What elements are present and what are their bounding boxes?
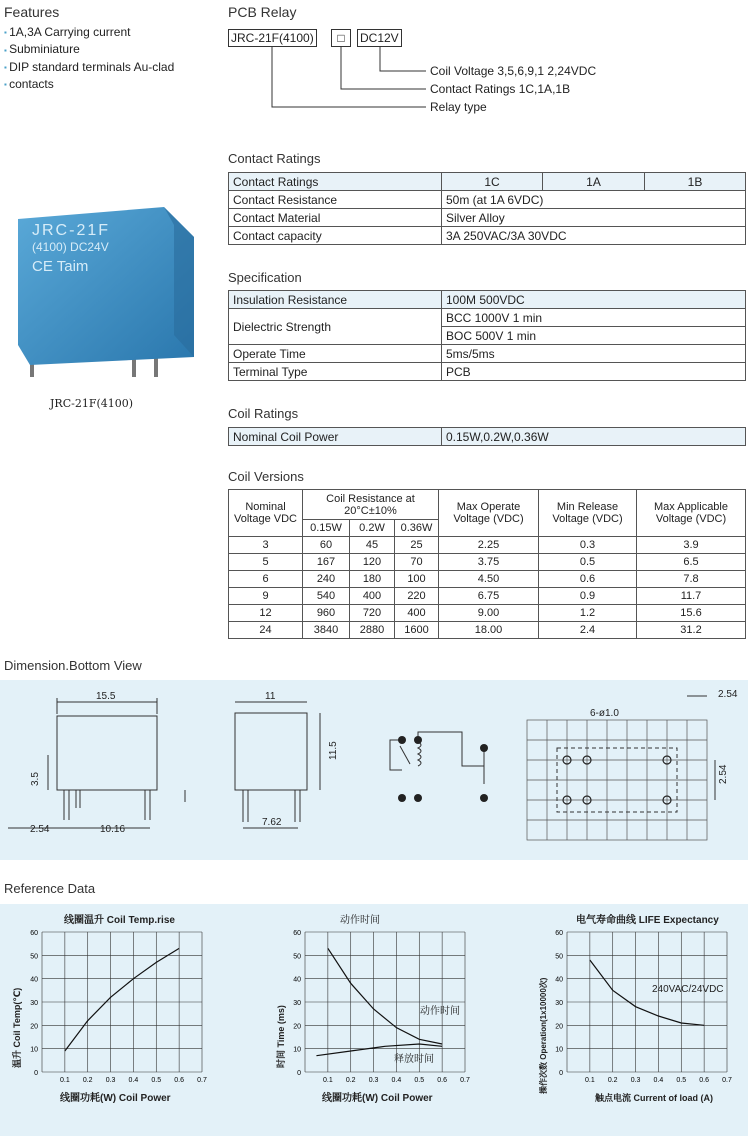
- y-tick-label: 40: [293, 976, 301, 984]
- table-cell: 240: [303, 571, 350, 588]
- table-cell: 0.5: [539, 554, 637, 571]
- contact-ratings-1c: 1C: [442, 173, 543, 191]
- table-cell: 2880: [350, 622, 395, 639]
- x-tick-label: 0.3: [630, 1077, 641, 1084]
- option-box: □: [331, 29, 351, 47]
- contact-ratings-title: Contact Ratings: [228, 151, 321, 166]
- table-cell: 4.50: [439, 571, 539, 588]
- pcb-title: PCB Relay: [228, 4, 297, 20]
- table-cell: 7.8: [637, 571, 746, 588]
- insulation-label: Insulation Resistance: [229, 291, 442, 309]
- x-tick-label: 0.5: [414, 1077, 425, 1084]
- y-tick-label: 30: [30, 1000, 38, 1007]
- features-title: Features: [4, 4, 60, 20]
- dim-pitch-3: 7.62: [262, 817, 282, 828]
- y-tick-label: 30: [293, 1000, 301, 1007]
- x-tick-label: 0.3: [368, 1077, 379, 1084]
- table-row: [229, 588, 746, 605]
- table-cell: 3.75: [439, 554, 539, 571]
- table-cell: 0.6: [539, 571, 637, 588]
- relay-label-line2: (4100) DC24V: [32, 240, 109, 254]
- x-tick-label: 0.2: [82, 1077, 93, 1084]
- col-coil-resistance: Coil Resistance at 20°C±10%: [303, 490, 439, 520]
- coil-versions-title: Coil Versions: [228, 469, 304, 484]
- nominal-coil-power-value: 0.15W,0.2W,0.36W: [442, 428, 746, 446]
- y-tick-label: 60: [30, 930, 38, 937]
- x-tick-label: 0.6: [174, 1077, 185, 1084]
- y-tick-label: 20: [293, 1023, 301, 1031]
- chart-grid: [555, 930, 732, 1084]
- table-cell: 100: [395, 571, 439, 588]
- table-cell: 6.5: [637, 554, 746, 571]
- terminal-type-value: PCB: [442, 363, 746, 381]
- table-cell: 25: [395, 537, 439, 554]
- col-nominal-voltage: Nominal Voltage VDC: [229, 490, 303, 537]
- row-value: 50m (at 1A 6VDC): [442, 191, 746, 209]
- table-row: [229, 537, 746, 554]
- legend-relay-type: Relay type: [430, 100, 487, 114]
- relay-label-line1: JRC-21F: [32, 222, 111, 239]
- y-tick-label: 0: [34, 1070, 38, 1077]
- ordering-code-leader-lines: [228, 44, 428, 114]
- x-tick-label: 0.1: [322, 1077, 333, 1084]
- chart2-title: 动作时间: [340, 915, 380, 926]
- chart2-label-operate: 动作时间: [420, 1006, 460, 1017]
- feature-item: ▪ DIP standard terminals Au-clad: [4, 59, 174, 76]
- chart3-curve-label: 240VAC/24VDC: [652, 984, 724, 995]
- table-cell: 1600: [395, 622, 439, 639]
- y-tick-label: 60: [293, 930, 301, 937]
- reference-panel: [0, 904, 748, 1136]
- contact-ratings-header-label: Contact Ratings: [229, 173, 442, 191]
- table-cell: 1.2: [539, 605, 637, 622]
- operate-time-value: 5ms/5ms: [442, 345, 746, 363]
- table-cell: 120: [350, 554, 395, 571]
- table-row: [229, 554, 746, 571]
- y-tick-label: 0: [297, 1070, 301, 1077]
- row-label: Contact Resistance: [229, 191, 442, 209]
- reference-title: Reference Data: [4, 881, 96, 896]
- legend-coil-voltage: Coil Voltage 3,5,6,9,1 2,24VDC: [430, 64, 597, 78]
- x-tick-label: 0.4: [128, 1077, 139, 1084]
- x-tick-label: 0.4: [653, 1077, 664, 1084]
- table-cell: 0.3: [539, 537, 637, 554]
- x-tick-label: 0.2: [345, 1077, 356, 1084]
- y-tick-label: 0: [559, 1070, 563, 1077]
- x-tick-label: 0.7: [722, 1077, 732, 1084]
- product-caption: JRC-21F(4100): [50, 397, 134, 410]
- x-tick-label: 0.7: [460, 1077, 470, 1084]
- table-cell: 400: [395, 605, 439, 622]
- table-cell: 167: [303, 554, 350, 571]
- table-cell: 60: [303, 537, 350, 554]
- table-cell: 6: [229, 571, 303, 588]
- x-tick-label: 0.1: [59, 1077, 70, 1084]
- table-cell: 45: [350, 537, 395, 554]
- chart2-label-release: 释放时间: [394, 1054, 434, 1065]
- table-cell: 540: [303, 588, 350, 605]
- y-tick-label: 10: [30, 1046, 38, 1054]
- y-tick-label: 10: [293, 1046, 301, 1054]
- y-tick-label: 10: [555, 1046, 563, 1054]
- x-tick-label: 0.1: [584, 1077, 595, 1084]
- chart1-xlabel: 线圈功耗(W) Coil Power: [60, 1093, 171, 1104]
- x-tick-label: 0.7: [197, 1077, 207, 1084]
- table-cell: 2.4: [539, 622, 637, 639]
- coil-ratings-table: [228, 427, 746, 446]
- y-tick-label: 40: [30, 976, 38, 984]
- table-cell: 9.00: [439, 605, 539, 622]
- table-cell: 18.00: [439, 622, 539, 639]
- table-cell: 720: [350, 605, 395, 622]
- table-cell: 180: [350, 571, 395, 588]
- table-cell: 24: [229, 622, 303, 639]
- feature-item: ▪ Subminiature: [4, 41, 174, 58]
- table-cell: 70: [395, 554, 439, 571]
- row-label: Contact capacity: [229, 227, 442, 245]
- coil-versions-table: [228, 489, 746, 639]
- y-tick-label: 50: [555, 953, 563, 961]
- operate-time-label: Operate Time: [229, 345, 442, 363]
- col-max-applicable: Max Applicable Voltage (VDC): [637, 490, 746, 537]
- chart1-title: 线圈温升 Coil Temp.rise: [64, 915, 175, 926]
- y-tick-label: 20: [30, 1023, 38, 1031]
- col-min-release: Min Release Voltage (VDC): [539, 490, 637, 537]
- table-cell: 31.2: [637, 622, 746, 639]
- dim-pitch-2: 10.16: [100, 824, 126, 835]
- y-tick-label: 20: [555, 1023, 563, 1031]
- x-tick-label: 0.3: [105, 1077, 116, 1084]
- coil-ratings-title: Coil Ratings: [228, 406, 299, 421]
- chart3-title: 电气寿命曲线 LIFE Expectancy: [576, 915, 719, 926]
- dim-grid-2: 2.54: [718, 764, 729, 784]
- dim-grid-1: 2.54: [718, 689, 738, 700]
- table-cell: 6.75: [439, 588, 539, 605]
- insulation-value: 100M 500VDC: [442, 291, 746, 309]
- relay-product-image: [14, 205, 204, 390]
- dimension-panel: [0, 680, 748, 860]
- table-cell: 960: [303, 605, 350, 622]
- sub-col-015w: 0.15W: [303, 520, 350, 537]
- feature-item: ▪ contacts: [4, 76, 174, 93]
- dimension-drawings: [0, 680, 748, 860]
- legend-contact-ratings: Contact Ratings 1C,1A,1B: [430, 82, 571, 96]
- chart-grid: [30, 930, 207, 1084]
- contact-ratings-1b: 1B: [645, 173, 746, 191]
- nominal-coil-power-label: Nominal Coil Power: [229, 428, 442, 446]
- x-tick-label: 0.5: [676, 1077, 687, 1084]
- chart1-ylabel: 温升 Coil Temp(℃): [12, 987, 22, 1068]
- col-max-operate: Max Operate Voltage (VDC): [439, 490, 539, 537]
- features-list: [4, 24, 174, 93]
- table-row: [229, 605, 746, 622]
- y-tick-label: 50: [30, 953, 38, 961]
- x-tick-label: 0.6: [437, 1077, 448, 1084]
- x-tick-label: 0.5: [151, 1077, 162, 1084]
- reference-charts: [0, 904, 748, 1136]
- chart2-xlabel: 线圈功耗(W) Coil Power: [322, 1093, 433, 1104]
- x-tick-label: 0.6: [699, 1077, 710, 1084]
- row-label: Contact Material: [229, 209, 442, 227]
- row-value: 3A 250VAC/3A 30VDC: [442, 227, 746, 245]
- table-cell: 12: [229, 605, 303, 622]
- specification-title: Specification: [228, 270, 302, 285]
- dielectric-value-boc: BOC 500V 1 min: [442, 327, 746, 345]
- table-cell: 400: [350, 588, 395, 605]
- dim-width-2: 11: [265, 691, 276, 702]
- table-cell: 2.25: [439, 537, 539, 554]
- dim-hole-label: 6-ø1.0: [590, 708, 619, 719]
- sub-col-036w: 0.36W: [395, 520, 439, 537]
- y-tick-label: 30: [555, 1000, 563, 1007]
- table-cell: 11.7: [637, 588, 746, 605]
- dim-pin-height: 3.5: [30, 772, 41, 786]
- feature-item: ▪ 1A,3A Carrying current: [4, 24, 174, 41]
- sub-col-02w: 0.2W: [350, 520, 395, 537]
- table-cell: 3840: [303, 622, 350, 639]
- table-cell: 3.9: [637, 537, 746, 554]
- y-tick-label: 60: [555, 930, 563, 937]
- dim-height-2: 11.5: [328, 741, 339, 760]
- table-cell: 15.6: [637, 605, 746, 622]
- x-tick-label: 0.2: [607, 1077, 618, 1084]
- table-cell: 9: [229, 588, 303, 605]
- chart2-ylabel: 时间 Time (ms): [276, 1005, 286, 1068]
- y-tick-label: 50: [293, 953, 301, 961]
- x-tick-label: 0.4: [391, 1077, 402, 1084]
- specification-table: [228, 290, 746, 381]
- contact-ratings-1a: 1A: [543, 173, 645, 191]
- table-cell: 3: [229, 537, 303, 554]
- chart3-ylabel: 操作次数 Operation(1x10000次): [539, 977, 548, 1094]
- terminal-type-label: Terminal Type: [229, 363, 442, 381]
- dielectric-label: Dielectric Strength: [229, 309, 442, 345]
- table-cell: 220: [395, 588, 439, 605]
- y-tick-label: 40: [555, 976, 563, 984]
- table-cell: 5: [229, 554, 303, 571]
- chart3-xlabel: 触点电流 Current of load (A): [595, 1093, 713, 1103]
- voltage-code-box: DC12V: [357, 29, 402, 47]
- chart-curve: [328, 948, 442, 1044]
- dim-pitch-1: 2.54: [30, 824, 50, 835]
- row-value: Silver Alloy: [442, 209, 746, 227]
- part-code-box: JRC-21F(4100): [228, 29, 317, 47]
- contact-ratings-table: [228, 172, 746, 245]
- dielectric-value-bcc: BCC 1000V 1 min: [442, 309, 746, 327]
- table-row: [229, 622, 746, 639]
- dimension-title: Dimension.Bottom View: [4, 658, 142, 673]
- relay-label-line3: CE Taim: [32, 258, 89, 275]
- table-cell: 0.9: [539, 588, 637, 605]
- table-row: [229, 571, 746, 588]
- dim-width-1: 15.5: [96, 691, 116, 702]
- chart-curve: [65, 948, 179, 1051]
